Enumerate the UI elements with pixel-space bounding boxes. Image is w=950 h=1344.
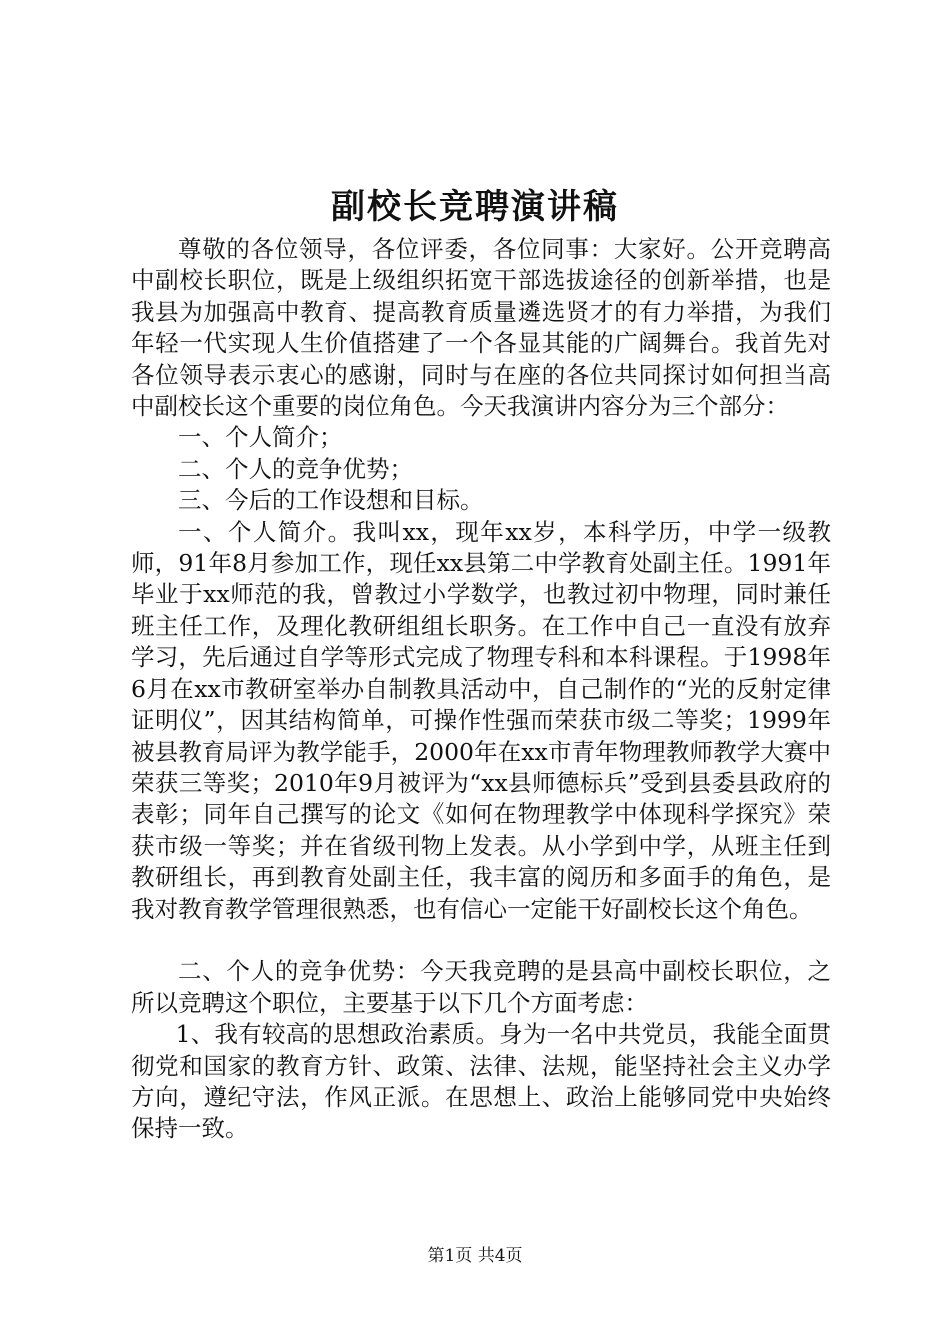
page-number: 第1页 共4页 bbox=[427, 1246, 523, 1266]
document-title: 副校长竞聘演讲稿 bbox=[331, 187, 619, 227]
outline-item-3: 三、今后的工作设想和目标。 bbox=[178, 486, 484, 515]
paragraph-advantage-1: 1、我有较高的思想政治素质。身为一名中共党员，我能全面贯彻党和国家的教育方针、政策、法律、法规，能坚持社会主义办学方向，遵纪守法，作风正派。在思想上、政治上能够同党中央始终保持一致。 bbox=[131, 1020, 831, 1143]
paragraph-advantages: 二、个人的竞争优势：今天我竞聘的是县高中副校长职位，之所以竞聘这个职位，主要基于以下几个方面考虑： bbox=[131, 957, 831, 1017]
paragraph-intro: 尊敬的各位领导，各位评委，各位同事：大家好。公开竞聘高中副校长职位，既是上级组织拓宽干部选拔途径的创新举措，也是我县为加强高中教育、提高教育质量遴选贤才的有力举措，为我们年轻一代实现人生价值搭建了一个各显其能的广阔舞台。我首先对各位领导表示衷心的感谢，同时与在座的各位共同探讨如何担当高中副校长这个重要的岗位角色。今天我演讲内容分为三个部分： bbox=[131, 235, 831, 421]
outline-item-2: 二、个人的竞争优势； bbox=[178, 454, 413, 483]
outline-item-1: 一、个人简介； bbox=[178, 423, 343, 452]
document-body bbox=[131, 234, 831, 1145]
paragraph-personal-intro: 一、个人简介。我叫xx，现年xx岁，本科学历，中学一级教师，91年8月参加工作，现任xx县第二中学教育处副主任。1991年毕业于xx师范的我，曾教过小学数学，也教过初中物理，同时兼任班主任工作，及理化教研组组长职务。在工作中自己一直没有放弃学习，先后通过自学等形式完成了物理专科和本科课程。于1998年6月在xx市教研室举办自制教具活动中，自己制作的“光的反射定律证明仪”，因其结构简单，可操作性强而荣获市级二等奖；1999年被县教育局评为教学能手，2000年在xx市青年物理教师教学大赛中荣获三等奖；2010年9月被评为“xx县师德标兵”受到县委县政府的表彰；同年自己撰写的论文《如何在物理教学中体现科学探究》荣获市级一等奖；并在省级刊物上发表。从小学到中学，从班主任到教研组长，再到教育处副主任，我丰富的阅历和多面手的角色，是我对教育教学管理很熟悉，也有信心一定能干好副校长这个角色。 bbox=[131, 517, 831, 923]
